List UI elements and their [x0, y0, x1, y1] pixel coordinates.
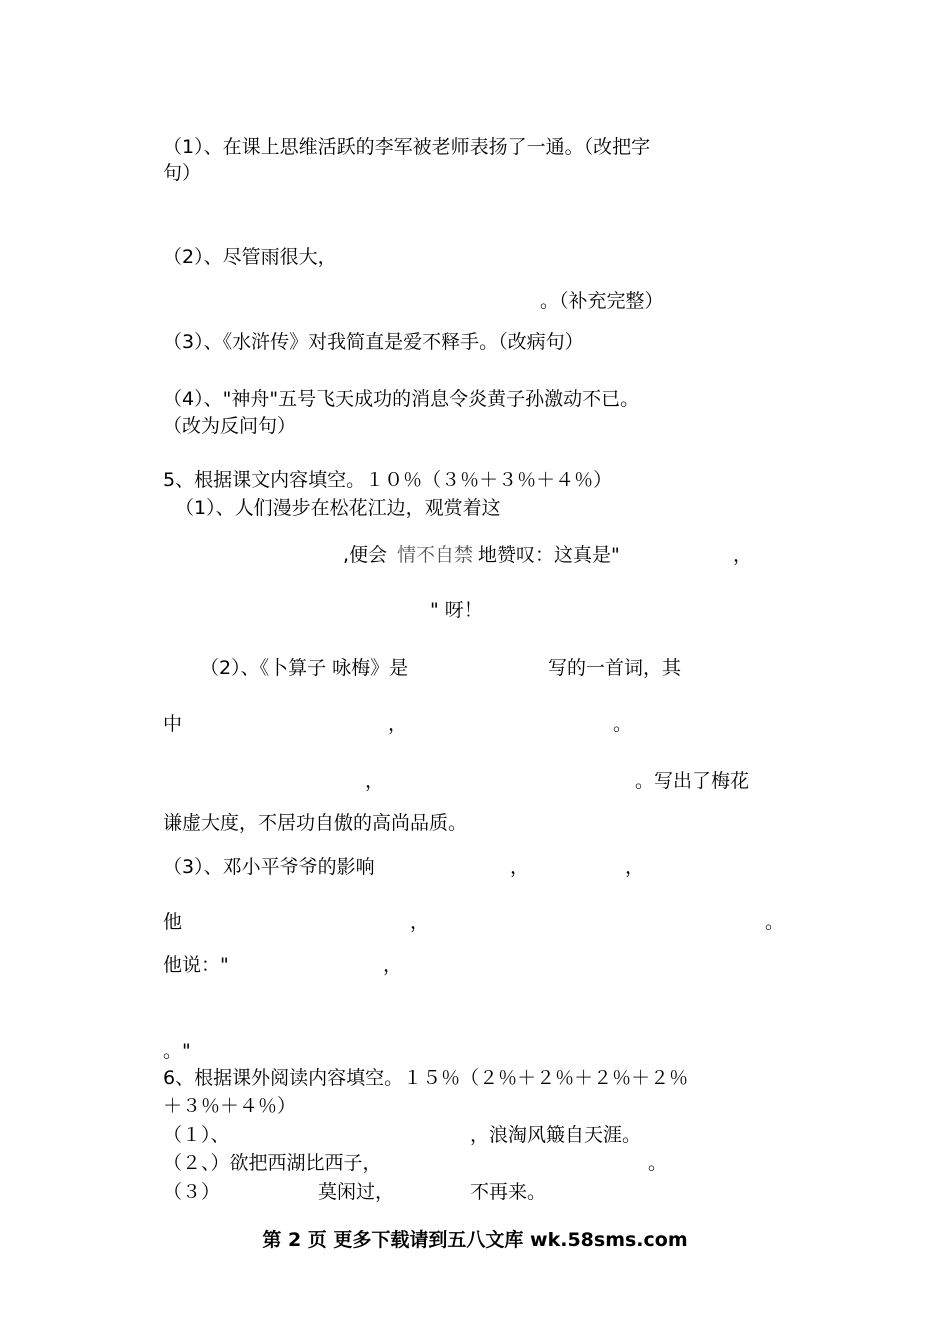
q5-heading: 5、根据课文内容填空。１０％（３％＋３％＋４％） — [163, 469, 613, 491]
q5-item3-line1-start: （3）、邓小平爷爷的影响 — [163, 856, 375, 878]
q5-item2-line3-comma: ， — [365, 770, 385, 792]
q5-item1-line2-comma: ， — [733, 544, 753, 566]
q6-heading-line1: 6、根据课外阅读内容填空。１５％（２％＋２％＋２％＋２％ — [163, 1067, 689, 1089]
q4-item1-line2: 句） — [163, 162, 202, 184]
q5-item3-line4: 。" — [163, 1040, 191, 1062]
q5-item3-line2-end: 。 — [765, 911, 785, 933]
q6-item1-start: （１）、 — [163, 1124, 230, 1146]
q5-item3-line2-start: 他 — [163, 911, 183, 933]
q5-item1-line3: " 呀！ — [430, 599, 483, 621]
q6-item2-start: （２、）欲把西湖比西子， — [163, 1152, 382, 1174]
q6-item3-middle: 莫闲过， — [318, 1181, 395, 1203]
q5-item2-line2-comma: ， — [388, 713, 408, 735]
q5-item1-line2-end: 地赞叹：这真是" — [478, 544, 620, 566]
q5-item3-line2-comma: ， — [410, 911, 430, 933]
q5-item3-line1-comma2: ， — [625, 856, 645, 878]
q5-item2-line3-end: 。写出了梅花 — [635, 770, 750, 792]
q6-item2-end: 。 — [648, 1152, 668, 1174]
q5-item2-line2-end: 。 — [613, 713, 633, 735]
q5-item3-line3-comma: ， — [383, 954, 403, 976]
q5-item3-line1-comma1: ， — [510, 856, 530, 878]
q5-item1-line2-idiom: 情不自禁 — [397, 544, 474, 566]
q4-item2-line2: 。（补充完整） — [540, 290, 664, 312]
q5-item3-line3-start: 他说：" — [163, 954, 229, 976]
q4-item4-line1: （4）、"神舟"五号飞天成功的消息令炎黄子孙激动不已。 — [163, 388, 640, 410]
q5-item1-line1: （1）、人们漫步在松花江边，观赏着这 — [175, 497, 501, 519]
q5-item1-line2-start: ,便会 — [343, 544, 388, 566]
q5-item2-line4: 谦虚大度，不居功自傲的高尚品质。 — [163, 812, 468, 834]
q5-item2-line2-start: 中 — [163, 713, 183, 735]
page-footer: 第 2 页 更多下载请到五八文库 wk.58sms.com — [262, 1229, 688, 1251]
q4-item2-line1: （2）、尽管雨很大， — [163, 246, 337, 268]
q4-item1-line1: （1）、在课上思维活跃的李军被老师表扬了一通。（改把字 — [163, 136, 651, 158]
q5-item2-line1-start: （2）、《卜算子 咏梅》是 — [200, 657, 409, 679]
q5-item2-line1-end: 写的一首词，其 — [548, 657, 682, 679]
q6-item3-end: 不再来。 — [470, 1181, 547, 1203]
q4-item4-line2: （改为反问句） — [163, 415, 297, 437]
q6-item1-end: ，浪淘风簸自天涯。 — [470, 1124, 642, 1146]
q6-item3-start: （３） — [163, 1181, 221, 1203]
q6-heading-line2: ＋３％＋４％） — [163, 1095, 297, 1117]
q4-item3: （3）、《水浒传》对我简直是爱不释手。（改病句） — [163, 331, 584, 353]
